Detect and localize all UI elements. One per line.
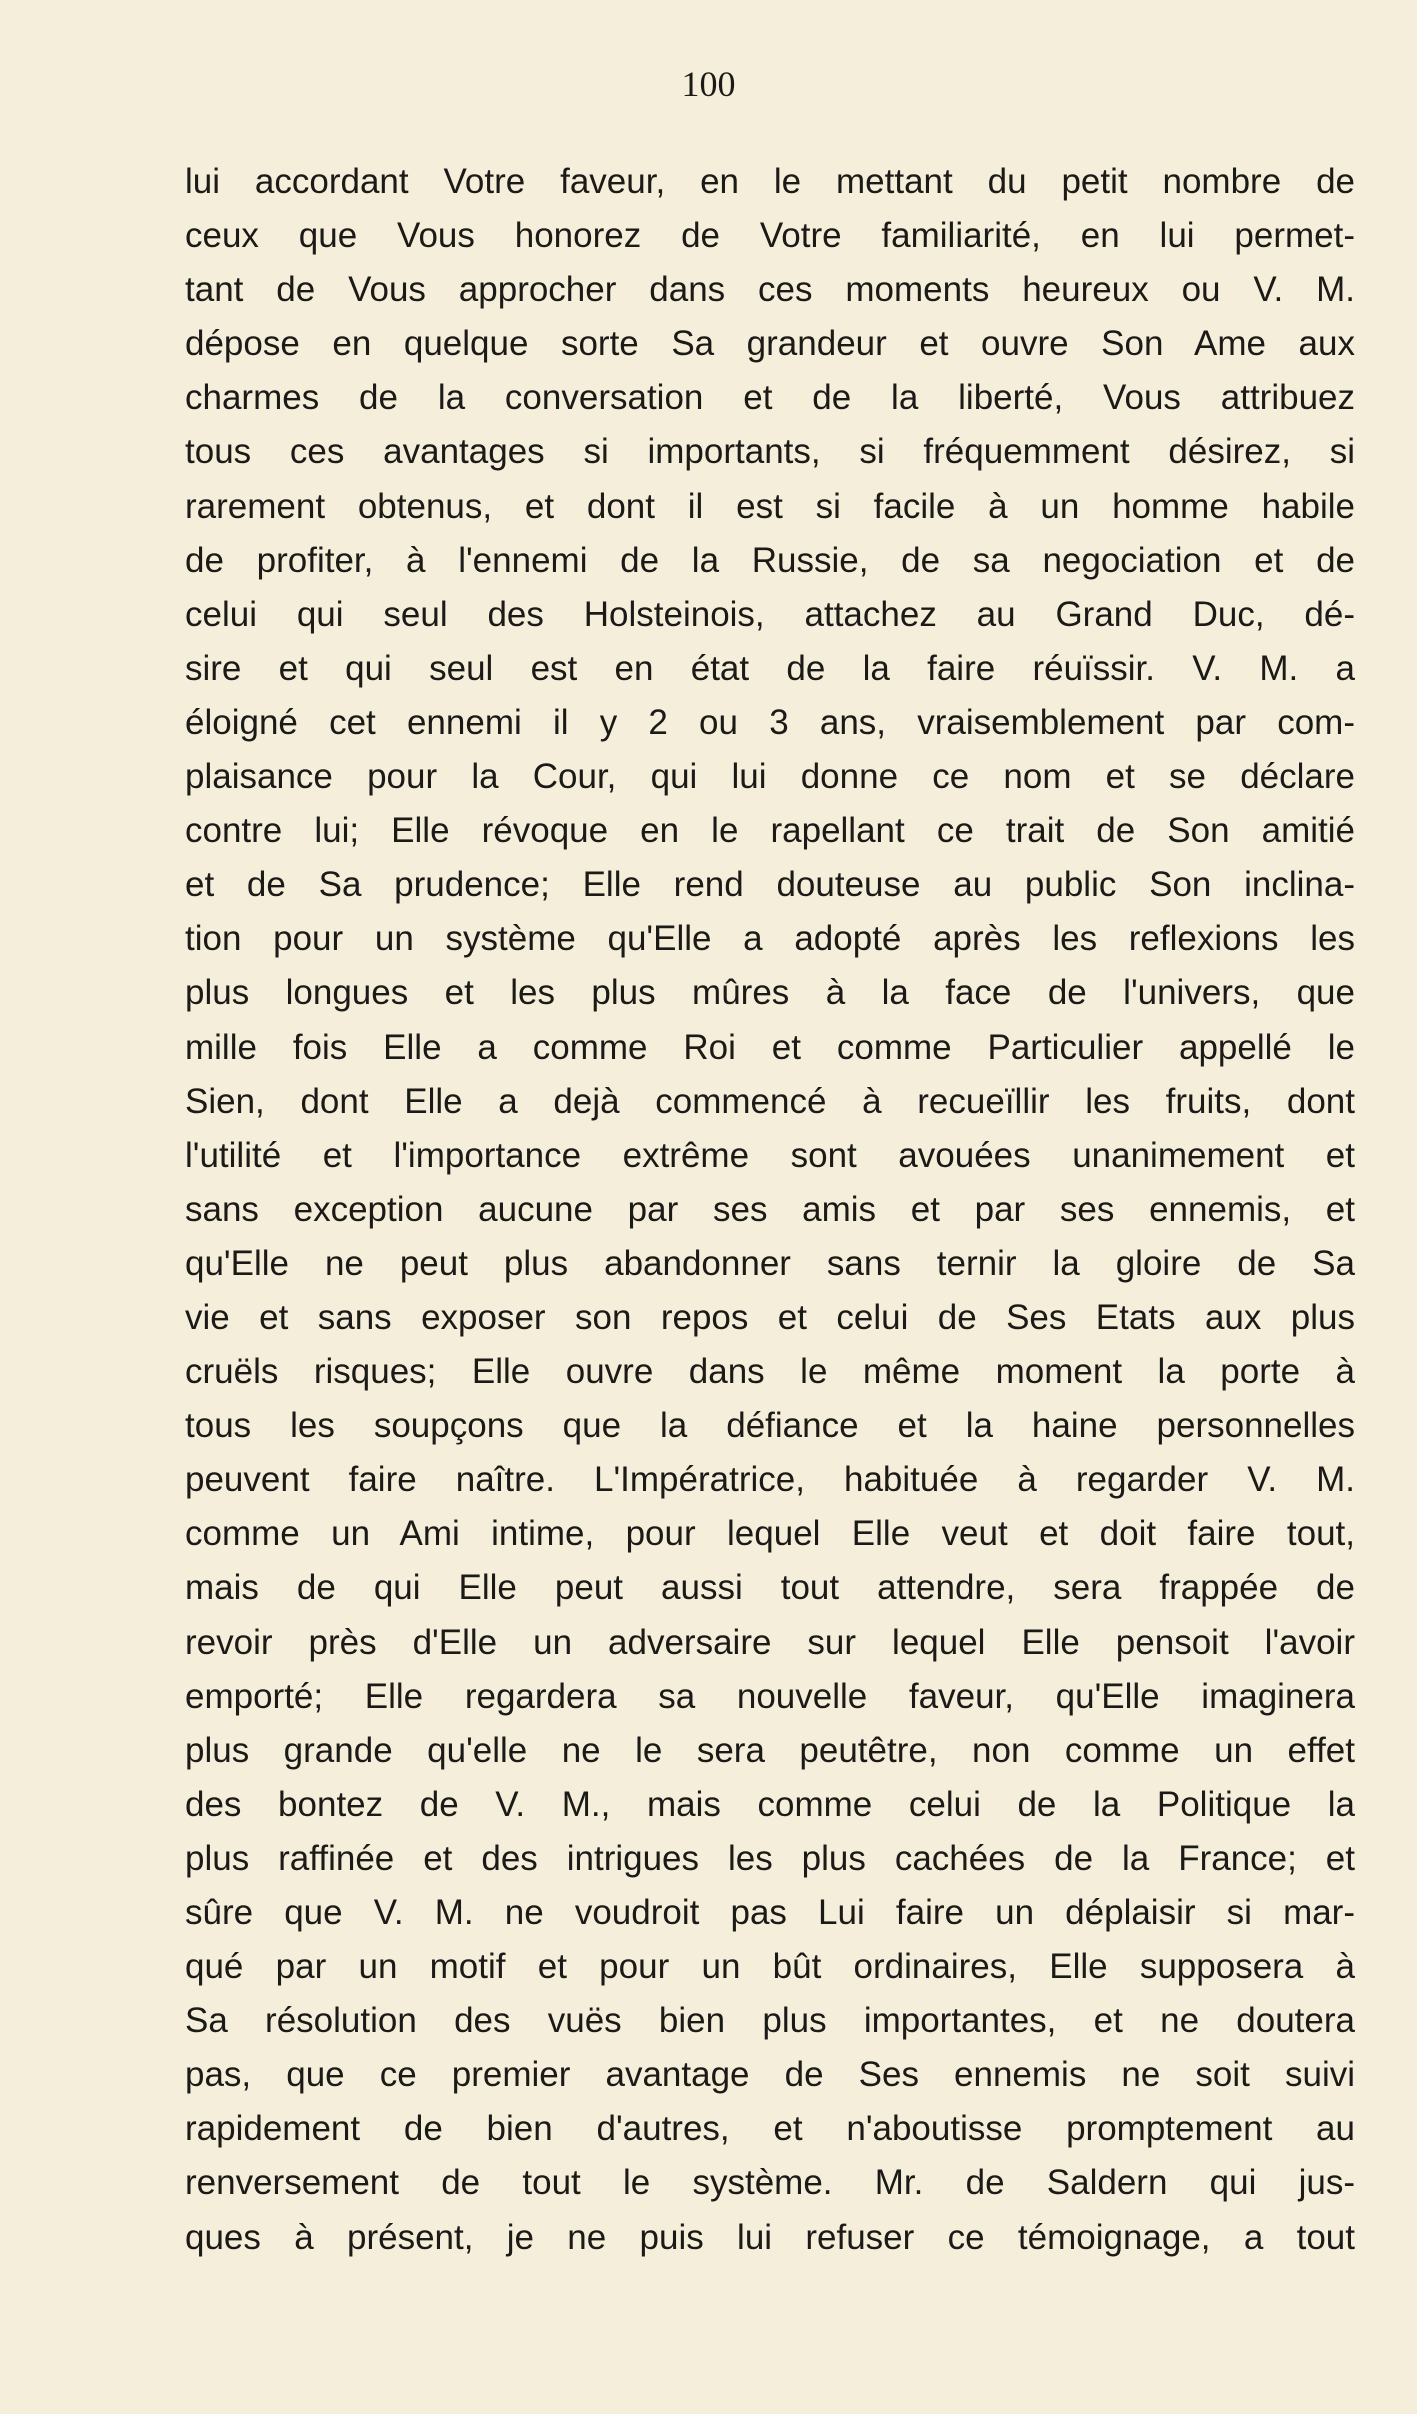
text-line: ques à présent, je ne puis lui refuser ce témoignage, a tout xyxy=(185,2217,1355,2257)
text-line: qu'Elle ne peut plus abandonner sans ternir la gloire de Sa xyxy=(185,1243,1355,1283)
text-line: cruëls risques; Elle ouvre dans le même moment la porte à xyxy=(185,1352,1355,1392)
text-line: tous ces avantages si importants, si fréquemment désirez, si xyxy=(185,432,1355,472)
text-line: sûre que V. M. ne voudroit pas Lui faire un déplaisir si mar- xyxy=(185,1893,1355,1932)
text-line: lui accordant Votre faveur, en le mettant du petit nombre de xyxy=(185,162,1355,201)
text-line: emporté; Elle regardera sa nouvelle faveur, qu'Elle imaginera xyxy=(185,1676,1355,1716)
text-line: celui qui seul des Holsteinois, attachez au Grand Duc, dé- xyxy=(185,594,1355,634)
text-line: sans exception aucune par ses amis et par ses ennemis, et xyxy=(185,1189,1355,1229)
text-line: revoir près d'Elle un adversaire sur lequel Elle pensoit l'avoir xyxy=(185,1622,1355,1662)
text-line: charmes de la conversation et de la liberté, Vous attribuez xyxy=(185,378,1355,418)
text-line: plus grande qu'elle ne le sera peutêtre, non comme un effet xyxy=(185,1730,1355,1770)
text-line: vie et sans exposer son repos et celui de Ses Etats aux plus xyxy=(185,1297,1355,1337)
text-line: l'utilité et l'importance extrême sont avouées unanimement et xyxy=(185,1135,1355,1175)
text-line: pas, que ce premier avantage de Ses ennemis ne soit suivi xyxy=(185,2055,1355,2095)
text-line: tous les soupçons que la défiance et la haine personnelles xyxy=(185,1406,1355,1446)
text-line: plus raffinée et des intrigues les plus cachées de la France; et xyxy=(185,1838,1355,1878)
text-line: tion pour un système qu'Elle a adopté après les reflexions les xyxy=(185,919,1355,959)
text-line: ceux que Vous honorez de Votre familiarité, en lui permet- xyxy=(185,216,1355,256)
text-line: mille fois Elle a comme Roi et comme Particulier appellé le xyxy=(185,1027,1355,1067)
text-line: peuvent faire naître. L'Impératrice, habituée à regarder V. M. xyxy=(185,1460,1355,1500)
page-number: 100 xyxy=(681,64,736,104)
text-line: comme un Ami intime, pour lequel Elle veut et doit faire tout, xyxy=(185,1514,1355,1554)
text-line: dépose en quelque sorte Sa grandeur et ouvre Son Ame aux xyxy=(185,324,1355,364)
text-line: renversement de tout le système. Mr. de Saldern qui jus- xyxy=(185,2163,1355,2203)
text-line: mais de qui Elle peut aussi tout attendre, sera frappée de xyxy=(185,1568,1355,1608)
text-line: rapidement de bien d'autres, et n'aboutisse promptement au xyxy=(185,2109,1355,2149)
text-line: qué par un motif et pour un bût ordinaires, Elle supposera à xyxy=(185,1947,1355,1987)
text-line: rarement obtenus, et dont il est si facile à un homme habile xyxy=(185,486,1355,526)
text-line: Sa résolution des vuës bien plus importantes, et ne doutera xyxy=(185,2001,1355,2041)
text-line: et de Sa prudence; Elle rend douteuse au public Son inclina- xyxy=(185,865,1355,905)
text-line: tant de Vous approcher dans ces moments heureux ou V. M. xyxy=(185,270,1355,310)
text-line: sire et qui seul est en état de la faire réuïssir. V. M. a xyxy=(185,648,1355,688)
text-line: de profiter, à l'ennemi de la Russie, de sa negociation et de xyxy=(185,540,1355,580)
text-line: Sien, dont Elle a dejà commencé à recueïllir les fruits, dont xyxy=(185,1081,1355,1121)
text-line: éloigné cet ennemi il y 2 ou 3 ans, vraisemblement par com- xyxy=(185,702,1355,742)
text-line: plaisance pour la Cour, qui lui donne ce nom et se déclare xyxy=(185,757,1355,797)
text-line: plus longues et les plus mûres à la face de l'univers, que xyxy=(185,973,1355,1013)
body-text xyxy=(185,155,1355,2265)
text-line: des bontez de V. M., mais comme celui de la Politique la xyxy=(185,1784,1355,1824)
text-line: contre lui; Elle révoque en le rapellant ce trait de Son amitié xyxy=(185,811,1355,851)
